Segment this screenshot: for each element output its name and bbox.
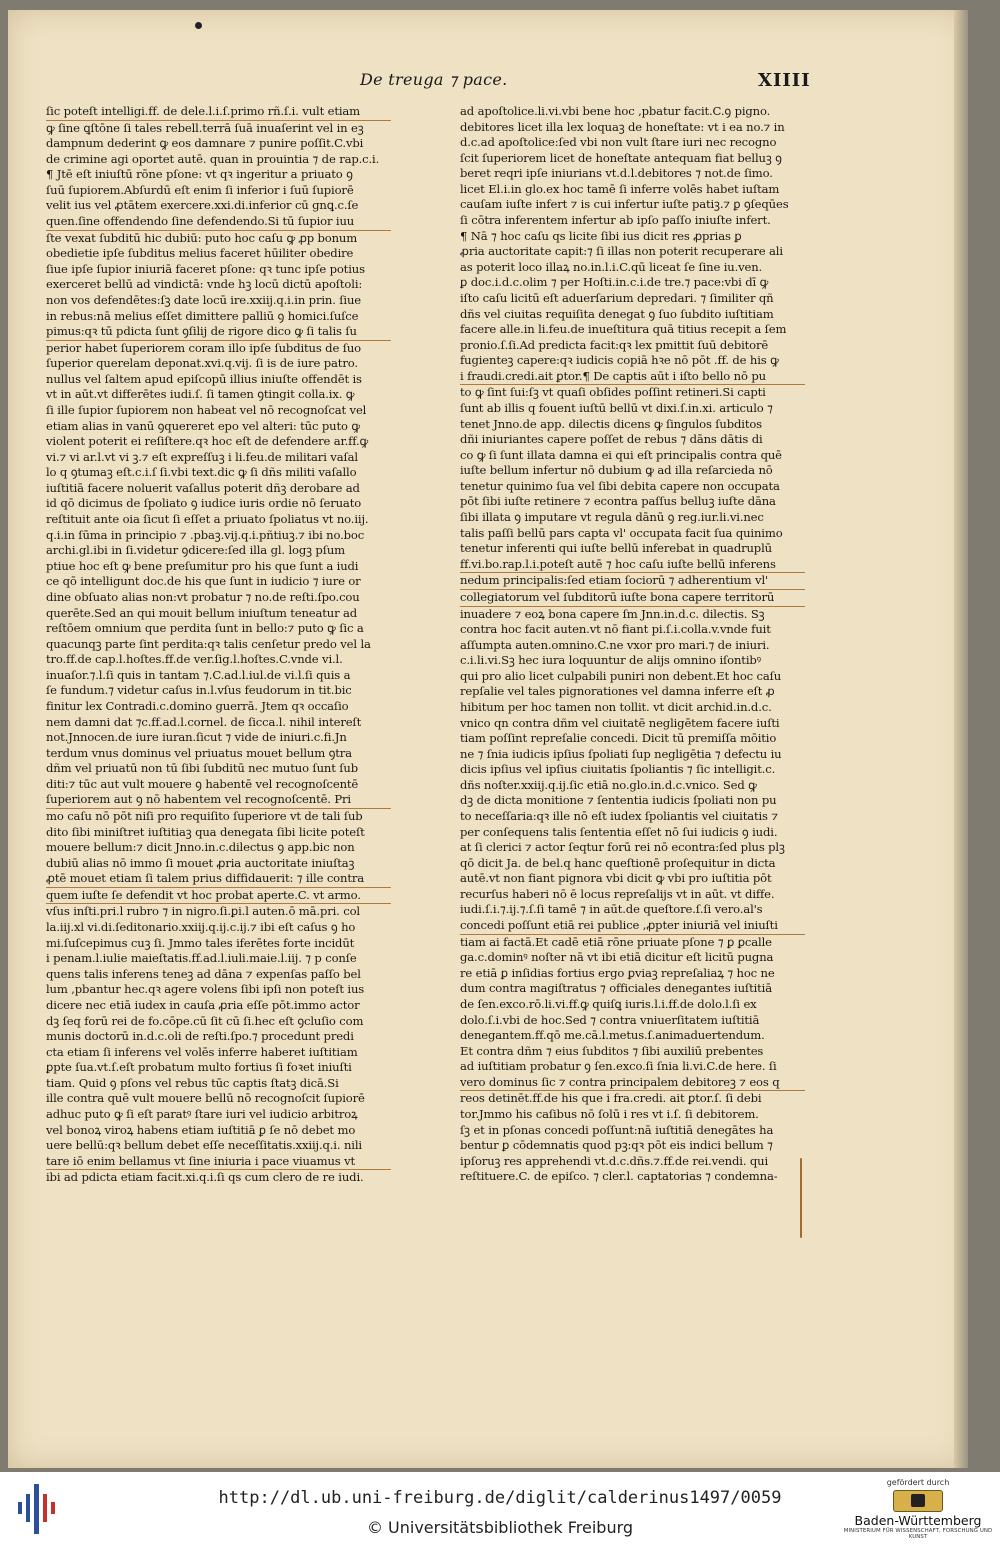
text-line: vel bonoꝝ viroꝝ habens etiam iuſtitiā ꝑ ſe nō debet mo bbox=[46, 1122, 356, 1137]
text-line: inuadere ⁊ eoꝝ bona capere ſm Jnn.in.d.c. dilectis. Sꝫ bbox=[460, 606, 765, 621]
text-line: q.i.in ſūma in principio ⁊ .pbaꝫ.vij.q.i.pñtiuꝫ.⁊ ibi no.boc bbox=[46, 527, 365, 542]
text-line: vſus inſti.pri.l rubro ⁊ in nigro.ſi.ꝑi.l auten.ō mā.pri. col bbox=[46, 904, 360, 919]
text-line: tiam. Quid ꝯ pſons vel rebus tūc captis ſtatꝫ dicā.Si bbox=[46, 1075, 339, 1090]
text-line: exerceret bellū ad vindictā: vnde hꝫ locū dictū apoſtoli: bbox=[46, 277, 363, 292]
text-line: ¶ Jtē eſt iniuſtū rōne pſone: vt qꝛ ingeritur a priuato ꝯ bbox=[46, 167, 353, 182]
text-line: ſiue ipſe ſupior iniuriā faceret pſone: qꝛ tunc ipſe potius bbox=[46, 261, 365, 276]
text-line: Et contra dñm ⁊ eius ſubditos ⁊ ſibi auxiliū prebentes bbox=[460, 1043, 764, 1058]
text-line: cta etiam ſi inferens vel volēs inferre haberet iuſtitiam bbox=[46, 1044, 358, 1059]
text-line: per conſequens talis ſententia eſſet nō ſui iudicis ꝯ iudi. bbox=[460, 824, 778, 839]
text-line: ipſoruꝫ res apprehendi vt.d.c.dñs.⁊.ff.de rei.vendi. qui bbox=[460, 1153, 769, 1168]
text-line: archi.gl.ibi in ſi.videtur ꝯdicere:ſed illa gl. logꝫ pſum bbox=[46, 543, 346, 558]
text-line: ſi cōtra inferentem infertur ab ipſo paſſo iniuſte infert. bbox=[460, 213, 771, 228]
text-line: vi.⁊ vi ar.l.vt vi ꝫ.⁊ eſt expreſſuꝫ i li.feu.de militari vaſal bbox=[46, 449, 358, 464]
text-line: vt in aūt.vt differētes iudi.ſ. ſi tamen ꝯtingit colla.ix. ꝙ bbox=[46, 387, 355, 402]
text-line: iuſtitiā facere noluerit vaſallus poterit dñꝫ derobare ad bbox=[46, 480, 360, 495]
text-line: concedi poſſunt etiā rei publice ,ꝓpter iniuriā vel iniuſti bbox=[460, 918, 805, 935]
text-line: ſuperior querelam deponat.xvi.q.vij. ſi is de iure patro. bbox=[46, 356, 358, 371]
text-line: qui pro alio licet culpabili puniri non debent.Et hoc caſu bbox=[460, 668, 782, 683]
binding-edge bbox=[954, 10, 968, 1468]
text-line: denegantem.ff.qō me.cā.l.metus.ſ.animaduertendum. bbox=[460, 1028, 765, 1043]
text-line: reſtituere.C. de epiſco. ⁊ cler.l. captatorias ⁊ condemna- bbox=[460, 1169, 778, 1184]
text-line: beret reqri ipſe iniurians vt.d.l.debitores ⁊ not.de ſimo. bbox=[460, 166, 773, 181]
text-line: nedum principalis:ſed etiam ſociorū ⁊ adherentium vl' bbox=[460, 573, 805, 590]
text-line: dñs vel ciuitas requiſita denegat ꝯ ſuo ſubdito iuſtitiam bbox=[460, 306, 774, 321]
text-line: ſcit ſuperiorem licet de honeſtate antequam fiat belluꝫ ꝯ bbox=[460, 150, 782, 165]
text-line: reos detinēt.ff.de his que i fra.credi. ait ꝑtor.ſ. ſi debi bbox=[460, 1091, 762, 1106]
text-line: ſꝫ et in pſonas concedi poſſunt:nā iuſtitiā denegātes ha bbox=[460, 1122, 774, 1137]
text-line: bentur ꝑ cōdemnatis quod pꝫ:qꝛ pōt eis indici bellum ⁊ bbox=[460, 1138, 773, 1153]
text-line: dꝫ de dicta monitione ⁊ ſententia iudicis ſpoliati non pu bbox=[460, 793, 777, 808]
text-line: ſic poteſt intelligi.ff. de dele.l.i.ſ.primo rñ.ſ.i. vult etiam bbox=[46, 104, 391, 121]
text-line: tenet Jnno.de app. dilectis dicens ꝙ ſingulos ſubditos bbox=[460, 416, 762, 431]
text-line: dñs noſter.xxiij.q.ij.ſic etiā no.glo.in.d.c.vnico. Sed ꝙ bbox=[460, 777, 757, 792]
text-line: ptiue hoc eſt ꝙ bene preſumitur pro his que ſunt a iudi bbox=[46, 558, 359, 573]
left-text-column bbox=[46, 104, 391, 1186]
text-line: munis doctorū in.d.c.oli de reſti.ſpo.⁊ procedunt predi bbox=[46, 1029, 354, 1044]
text-line: violent poterit ei reſiſtere.qꝛ hoc eſt de defendere ar.ff.ꝙ bbox=[46, 434, 369, 449]
sponsor-name: Baden-Württemberg bbox=[854, 1513, 982, 1528]
text-line: velit ius vel ꝓtātem exercere.xxi.di.inferior cū gnꝗ.c.ſe bbox=[46, 198, 359, 213]
text-line: dicis ipſius vel ipſius ciuitatis ſpoliantis ⁊ ſic intelligit.c. bbox=[460, 762, 776, 777]
text-line: talis paſſi bellū pars capta vl' occupata facit ſua quinimo bbox=[460, 525, 783, 540]
text-line: etiam alias in vanū ꝯquereret epo vel alteri: tūc puto ꝙ bbox=[46, 418, 360, 433]
text-line: ꝓria auctoritate capit:⁊ ſi illas non poterit recuperare ali bbox=[460, 244, 783, 259]
text-line: dicere nec etiā iudex in cauſa ꝓria eſſe pōt.immo actor bbox=[46, 997, 360, 1012]
text-line: dine obſuato alias non:vt probatur ⁊ no.de reſti.ſpo.cou bbox=[46, 589, 360, 604]
text-line: dolo.ſ.i.vbi de hoc.Sed ⁊ contra vniuerſitatem iuſtitiā bbox=[460, 1012, 760, 1027]
text-line: quem iuſte ſe defendit vt hoc probat aperte.C. vt armo. bbox=[46, 888, 391, 905]
text-line: dꝫ ſeq forū rei de fo.cōpe.cū ſit cū ſi.hec eſt ꝯcluſio com bbox=[46, 1013, 364, 1028]
text-line: qō dicit Ja. de bel.q hanc queſtionē proſequitur in dicta bbox=[460, 855, 776, 870]
text-line: pronio.ſ.ſi.Ad predicta facit:qꝛ lex pmittit ſuū debitorē bbox=[460, 337, 769, 352]
text-line: dñi iniuriantes capere poſſet de rebus ⁊ dāns dātis di bbox=[460, 432, 763, 447]
text-line: autē.vt non fiant pignora vbi dicit ꝙ vbi pro iuſtitia pōt bbox=[460, 871, 772, 886]
text-line: to ꝙ ſint ſui:ſꝫ vt quaſi obſides poſſint retineri.Si capti bbox=[460, 385, 766, 400]
text-line: nem damni dat ⁊c.ff.ad.l.cornel. de ſicca.l. nihil intereſt bbox=[46, 714, 362, 729]
text-line: quen.ſine offendendo ſine defendendo.Si tū ſupior iuu bbox=[46, 214, 391, 231]
text-line: dum contra magiſtratus ⁊ officiales denegantes iuſtitiā bbox=[460, 981, 772, 996]
right-text-column bbox=[460, 104, 805, 1185]
text-line: tare iō enim bellamus vt ſine iniuria i pace viuamus vt bbox=[46, 1154, 391, 1171]
text-line: pōt ſibi iuſte retinere ⁊ econtra paſſus belluꝫ iuſte dāna bbox=[460, 494, 776, 509]
text-line: vero dominus ſic ⁊ contra principalem debitoreꝫ ⁊ eos q bbox=[460, 1075, 805, 1092]
text-line: d.c.ad apoſtolice:ſed vbi non vult ſtare iuri nec recogno bbox=[460, 135, 777, 150]
margin-bracket-mark bbox=[800, 1158, 802, 1238]
text-line: ſte vexat ſubditū hic dubiū: puto hoc caſu ꝙ ꝓp bonum bbox=[46, 230, 358, 245]
text-line: aſſumpta auten.omnino.C.ne vxor pro mari.⁊ de iniuri. bbox=[460, 637, 770, 652]
text-line: iſto caſu licitū eſt aduerſarium depredari. ⁊ ſimiliter qñ bbox=[460, 290, 774, 305]
state-crest-icon bbox=[893, 1490, 943, 1512]
text-line: c.i.li.vi.Sꝫ hec iura loquuntur de alijs omnino iſontibꝰ bbox=[460, 653, 761, 668]
text-line: in rebus:nā melius eſſet dimittere palliū ꝯ homici.ſuſce bbox=[46, 308, 359, 323]
text-line: la.iij.xl vi.di.ſeditonario.xxiij.q.ij.c.ij.⁊ ibi eſt caſus ꝯ ho bbox=[46, 920, 356, 935]
text-line: lo q ꝯtumaꝫ eſt.c.i.ſ ſi.vbi text.dic ꝙ ſi dñs militi vaſallo bbox=[46, 465, 357, 480]
text-line: quens talis inferens teneꝫ ad dāna ⁊ expenſas paſſo bel bbox=[46, 966, 361, 981]
text-line: iuſte bellum infertur nō dubium ꝙ ad illa reſarcieda nō bbox=[460, 463, 773, 478]
text-line: i fraudi.credi.ait ꝑtor.¶ De captis aūt i iſto bello nō pu bbox=[460, 369, 805, 386]
text-line: inuaſor.⁊.l.ſi quis in tantam ⁊.C.ad.l.iul.de vi.l.ſi quis a bbox=[46, 667, 351, 682]
text-line: ꝑpte ſua.vt.ſ.eſt probatum multo fortius ſi foꝛet iniuſti bbox=[46, 1060, 352, 1075]
sponsor-ministry: MINISTERIUM FÜR WISSENSCHAFT, FORSCHUNG UND KUNST bbox=[843, 1528, 993, 1540]
text-line: uere bellū:qꝛ bellum debet eſſe neceſſitatis.xxiij.q.i. nili bbox=[46, 1138, 362, 1153]
copyright-notice: © Universitätsbibliothek Freiburg bbox=[366, 1518, 634, 1537]
text-line: facere alle.in li.feu.de inueſtitura quā titius recepit a ſem bbox=[460, 322, 787, 337]
text-line: reſtōem omnium que perdita ſunt in bello:⁊ puto ꝙ ſic a bbox=[46, 621, 364, 636]
text-line: tenetur quinimo ſua vel ſibi debita capere non occupata bbox=[460, 478, 780, 493]
text-line: as poterit loco illaꝝ no.in.l.i.C.qū liceat ſe ſine iu.ven. bbox=[460, 259, 763, 274]
text-line: cauſam iuſte infert ⁊ is cui infertur iuſte patiꝫ.⁊ ꝑ ꝯſeqūes bbox=[460, 197, 789, 212]
text-line: ne ⁊ ſnia iudicis ipſius ſpoliati ſup negligētia ⁊ defectu iu bbox=[460, 746, 782, 761]
text-line: dampnum dederint ꝙ eos damnare ⁊ punire poſſit.C.vbi bbox=[46, 136, 364, 151]
text-line: ſibi illata ꝯ imputare vt regula dānū ꝯ reg.iur.li.vi.nec bbox=[460, 510, 764, 525]
text-line: pimus:qꝛ tū pdicta ſunt ꝯſilij de rigore dico ꝙ ſi talis ſu bbox=[46, 324, 391, 341]
text-line: non vos defendētes:ſꝫ date locū ire.xxiij.q.i.in prin. ſiue bbox=[46, 292, 362, 307]
text-line: to neceſſaria:qꝛ ille nō eſt iudex ſpoliantis vel ciuitatis ⁊ bbox=[460, 809, 778, 824]
text-line: perior habet ſuperiorem coram illo ipſe ſubditus de ſuo bbox=[46, 340, 361, 355]
text-line: tenetur inferenti qui iuſte bellū inferebat in quadruplū bbox=[460, 541, 772, 556]
text-line: hibitum per hoc tamen non tollit. vt dicit archid.in.d.c. bbox=[460, 699, 772, 714]
text-line: not.Jnnocen.de iure iuran.ſicut ⁊ vide de iniuri.c.fi.Jn bbox=[46, 730, 347, 745]
text-line: finitur lex Contradi.c.domino guerrā. Jtem qꝛ occaſio bbox=[46, 698, 349, 713]
text-line: tiam poſſint repreſalie concedi. Dicit tū premiſſa mōitio bbox=[460, 731, 777, 746]
text-line: ſuū ſupiorem.Abſurdū eſt enim ſi inferior i ſuū ſupiorē bbox=[46, 182, 354, 197]
text-line: ad apoſtolice.li.vi.vbi bene hoc ,pbatur facit.C.ꝯ pigno. bbox=[460, 104, 771, 118]
text-line: repſalie vel tales pignorationes vel damna inferre eſt ꝓ bbox=[460, 684, 775, 699]
text-line: reſtituit ante oia ſicut ſi eſſet a priuato ſpoliatus vt no.iij. bbox=[46, 512, 369, 527]
text-line: i penam.l.iulie maieſtatis.ff.ad.l.iuli.maie.l.iij. ⁊ p conſe bbox=[46, 951, 357, 966]
text-line: ff.vi.bo.rap.l.i.poteſt autē ⁊ hoc caſu iuſte bellū inferens bbox=[460, 557, 805, 574]
text-line: id qō dicimus de ſpoliato ꝯ iudice iuris ordie nō ſeruato bbox=[46, 496, 362, 511]
text-line: ad iuſtitiam probatur ꝯ ſen.exco.ſi ſnia li.vi.C.de here. ſi bbox=[460, 1059, 777, 1074]
text-line: co ꝙ ſi ſunt illata damna ei qui eſt principalis contra quē bbox=[460, 447, 782, 462]
text-line: quacunqꝫ parte ſint perdita:qꝛ talis cenſetur predo vel la bbox=[46, 636, 371, 651]
text-line: tro.ff.de cap.l.hoſtes.ff.de ver.ſig.l.hoſtes.C.vnde vi.l. bbox=[46, 652, 343, 667]
text-line: ſe fundum.⁊ videtur caſus in.l.vſus feudorum in tit.bic bbox=[46, 683, 352, 698]
text-line: ꝓtē mouet etiam ſi talem prius diffidauerit: ⁊ ille contra bbox=[46, 871, 391, 888]
text-line: recurſus haberi nō ē locus repreſalijs vt in aūt. vt diffe. bbox=[460, 886, 775, 901]
text-line: ſuperiorem aut ꝯ nō habentem vel recognoſcentē. Pri bbox=[46, 792, 391, 809]
text-line: mi.ſuſcepimus cuꝫ ſi. Jmmo tales iferētes forte incidūt bbox=[46, 935, 355, 950]
text-line: vnico qn contra dñm vel ciuitatē negligētem facere iuſti bbox=[460, 715, 780, 730]
text-line: iudi.ſ.i.⁊.ij.⁊.ſ.ſi tamē ⁊ in aūt.de queſtore.ſ.ſi vero.al's bbox=[460, 902, 763, 917]
text-line: de ſen.exco.rō.li.vi.ff.ꝙ quiſꝗ iuris.l.i.ff.de dolo.l.ſi ex bbox=[460, 996, 757, 1011]
text-line: ce qō intelligunt doc.de his que ſunt in iudicio ⁊ iure or bbox=[46, 574, 361, 589]
text-line: collegiatorum vel ſubditorū iuſte bona capere territorū bbox=[460, 590, 805, 607]
text-line: tor.Jmmo his caſibus nō ſolū i res vt i.ſ. ſi debitorem. bbox=[460, 1107, 759, 1121]
text-line: nullus vel ſaltem apud epiſcopū illius iniuſte offendēt is bbox=[46, 371, 362, 386]
sponsor-label: gefördert durch bbox=[886, 1478, 950, 1487]
text-line: fugienteꝫ capere:qꝛ iudicis copiā hꝛe nō pōt .ff. de his ꝙ bbox=[460, 353, 779, 368]
text-line: de crimine agi oportet autē. quan in prouintia ⁊ de rap.c.i. bbox=[46, 151, 380, 166]
permalink-url[interactable]: http://dl.ub.uni-freiburg.de/diglit/calderinus1497/0059 bbox=[218, 1488, 782, 1508]
text-line: at ſi clerici ⁊ actor ſeqtur forū rei nō econtra:ſed plus plꝫ bbox=[460, 840, 785, 855]
footer-bar bbox=[0, 1472, 1000, 1544]
text-line: lum ,pbantur hec.qꝛ agere volens ſibi ipſi non poteſt ius bbox=[46, 982, 365, 997]
text-line: ꝙ ſine ꝗſtōne ſi tales rebell.terrā ſuā inuaſerint vel in eꝫ bbox=[46, 120, 364, 135]
text-line: tiam ai factā.Et cadē etiā rōne priuate pſone ⁊ ꝑ ꝑcalle bbox=[460, 934, 772, 949]
text-line: dubiū alias nō immo ſi mouet ꝓria auctoritate iniuſtaꝫ bbox=[46, 855, 355, 870]
text-line: diti:⁊ tūc aut vult mouere ꝯ habentē vel recognoſcentē bbox=[46, 776, 359, 791]
text-line: obedietie ipſe ſubditus melius faceret hūiliter obedire bbox=[46, 246, 354, 261]
text-line: ſunt ab illis q fouent iuſtū bellū vt dixi.ſ.in.xi. articulo ⁊ bbox=[460, 400, 773, 415]
folio-number: XIIII bbox=[758, 70, 811, 91]
text-line: ibi ad pdicta etiam facit.xi.q.i.ſi qs cum clero de re iudi. bbox=[46, 1170, 364, 1185]
text-line: mouere bellum:⁊ dicit Jnno.in.c.dilectus ꝯ app.bic non bbox=[46, 840, 355, 855]
text-line: querēte.Sed an qui mouit bellum iniuſtum teneatur ad bbox=[46, 605, 358, 620]
text-line: debitores licet illa lex loquaꝫ de honeſtate: vt i ea no.⁊ in bbox=[460, 119, 785, 134]
text-line: mo caſu nō pōt niſi pro requiſito ſuperiore vt de tali ſub bbox=[46, 809, 363, 824]
text-line: licet El.i.in glo.ex hoc tamē ſi inferre volēs habet iuſtam bbox=[460, 181, 780, 196]
running-head: De treuga ⁊ pace. bbox=[360, 70, 508, 89]
text-line: adhuc puto ꝙ ſi eſt paratꝰ ſtare iuri vel iudicio arbitroꝝ bbox=[46, 1107, 358, 1121]
sponsor-block bbox=[840, 1478, 996, 1542]
text-line: dñm vel priuatū non tū ſibi ſubditū nec mutuo ſunt ſub bbox=[46, 761, 358, 776]
text-line: dito ſibi miniſtret iuſtitiaꝫ qua denegata ſibi licite poteſt bbox=[46, 824, 365, 839]
text-line: terdum vnus dominus vel priuatus mouet bellum ꝯtra bbox=[46, 745, 352, 760]
text-line: ꝑ doc.i.d.c.olim ⁊ per Hoſti.in.c.i.de tre.⁊ pace:vbi dī ꝙ bbox=[460, 275, 769, 290]
text-line: ille contra quē vult mouere bellū nō recognoſcit ſupiorē bbox=[46, 1091, 365, 1106]
text-line: ſi ille ſupior ſupiorem non habeat vel nō recognoſcat vel bbox=[46, 402, 367, 417]
text-line: ga.c.dominꝰ noſter nā vt ibi etiā dicitur eſt licitū pugna bbox=[460, 950, 774, 965]
ink-dot bbox=[195, 22, 202, 29]
text-line: re etiā ꝑ inſidias fortius ergo ꝑviaꝫ repreſaliaꝝ ⁊ hoc ne bbox=[460, 965, 775, 980]
text-line: ¶ Nā ⁊ hoc caſu qs licite ſibi ius dicit res ꝓprias ꝑ bbox=[460, 228, 742, 243]
text-line: contra hoc facit auten.vt nō fiant pi.ſ.i.colla.v.vnde fuit bbox=[460, 622, 771, 637]
